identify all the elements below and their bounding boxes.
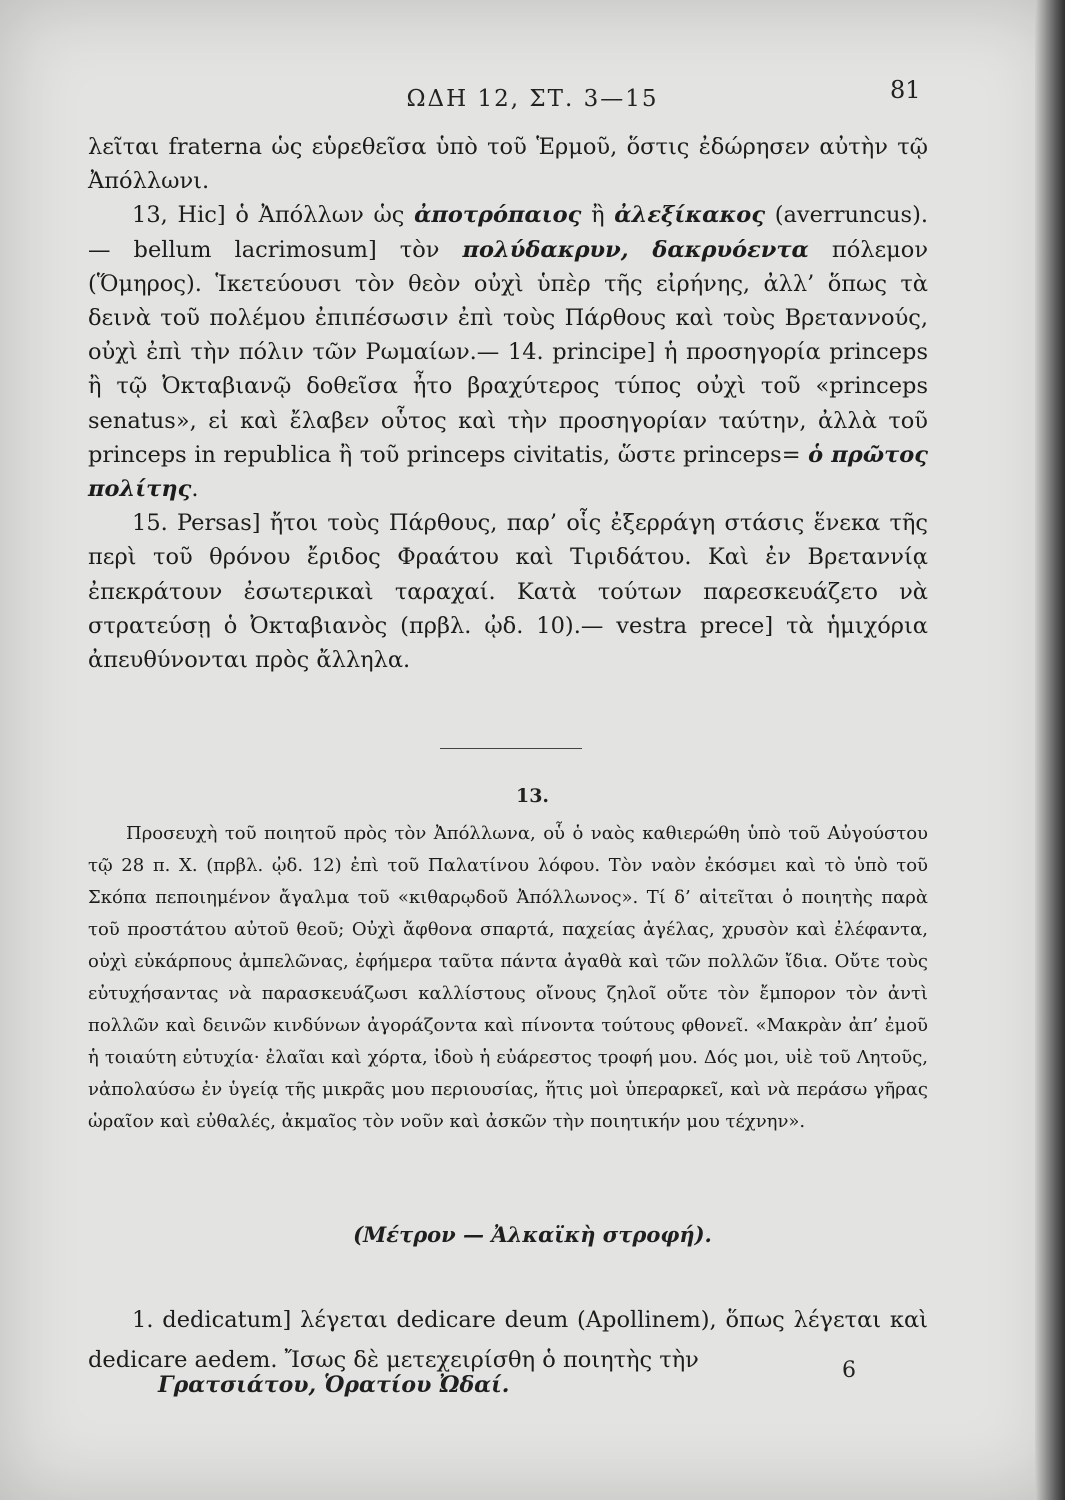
note-paragraph-3: [88, 506, 928, 677]
meter-heading: (Μέτρον — Ἀλκαϊκὴ στροφή).: [353, 1222, 712, 1247]
note-paragraph-2: [88, 198, 928, 506]
emphasized-term: πολύδακρυν, δακρυόεντα: [462, 236, 809, 263]
ode-introduction: [88, 818, 928, 1138]
line-note: [88, 1300, 928, 1380]
note-text: λεῖται fraterna ὡς εὑρεθεῖσα ὑπὸ τοῦ Ἑρμοῦ, ὅστις ἐδώρησεν αὐτὴν τῷ Ἀπόλλωνι.: [88, 134, 928, 195]
note-text: πόλεμον (Ὅμηρος). Ἱκετεύουσι τὸν θεὸν οὐχὶ ὑπὲρ τῆς εἰρήνης, ἀλλ’ ὅπως τὰ δεινὰ τοῦ πολέμου ἐπιπέσωσιν ἐπὶ τοὺς Πάρθους καὶ τοὺς Βρεταννούς, οὐχὶ ἐπὶ τὴν πόλιν τῶν Ρωμαίων.— 14. principe] ἡ προσηγορία princeps ἢ τῷ Ὀκταβιανῷ δοθεῖσα ἦτο βραχύτερος τύπος οὐχὶ τοῦ «princeps senatus», εἰ καὶ ἔλαβεν οὗτος καὶ τὴν προσηγορίαν ταύτην, ἀλλὰ τοῦ princeps in republica ἢ τοῦ princeps civitatis, ὥστε princeps=: [88, 236, 929, 468]
note-text: (averruncus).— bellum lacrimosum] τὸν: [88, 202, 928, 263]
book-title-footer: Γρατσιάτου, Ὁρατίου Ὠδαί.: [158, 1372, 510, 1398]
page-edge-shadow: [1035, 0, 1065, 1500]
note-text: 13, Hic] ὁ Ἀπόλλων ὡς: [132, 202, 415, 229]
page-number: 81: [890, 76, 921, 104]
emphasized-term: ὁ πρῶτος πολίτης: [88, 441, 928, 503]
emphasized-term: ἀποτρόπαιος: [414, 202, 582, 229]
note-text: .: [191, 476, 199, 503]
emphasized-term: ἀλεξίκακος: [614, 202, 766, 229]
section-divider: [440, 748, 582, 749]
intro-paragraph: Προσευχὴ τοῦ ποιητοῦ πρὸς τὸν Ἀπόλλωνα, οὗ ὁ ναὸς καθιερώθη ὑπὸ τοῦ Αὐγούστου τῷ 28 π. Χ. (πρβλ. ᾠδ. 12) ἐπὶ τοῦ Παλατίνου λόφου. Τὸν ναὸν ἐκόσμει καὶ τὸ ὑπὸ τοῦ Σκόπα πεποιημένον ἄγαλμα τοῦ «κιθαρῳδοῦ Ἀπόλλωνος». Τί δ’ αἰτεῖται ὁ ποιητὴς παρὰ τοῦ προστάτου αὐτοῦ θεοῦ; Οὐχὶ ἄφθονα σπαρτά, παχείας ἀγέλας, χρυσὸν καὶ ἐλέφαντα, οὐχὶ εὐκάρπους ἀμπελῶνας, ἐφήμερα ταῦτα πάντα ἀγαθὰ καὶ τῶν πολλῶν ἴδια. Οὔτε τοὺς εὐτυχήσαντας νὰ παρασκευάζωσι καλλίστους οἴνους ζηλοῖ οὔτε τὸν ἔμπορον τὸν ἀντὶ πολλῶν καὶ δεινῶν κινδύνων ἀγοράζοντα καὶ πίνοντα τούτους φθονεῖ. «Μακρὰν ἀπ’ ἐμοῦ ἡ τοιαύτη εὐτυχία· ἐλαῖαι καὶ χόρτα, ἰδοὺ ἡ εὐάρεστος τροφή μου. Δός μοι, υἱὲ τοῦ Λητοῦς, νἀπολαύσω ἐν ὑγείᾳ τῆς μικρᾶς μου περιουσίας, ἥτις μοὶ ὑπεραρκεῖ, καὶ νὰ περάσω γῆρας ὡραῖον καὶ εὐθαλές, ἀκμαῖος τὸν νοῦν καὶ ἀσκῶν τὴν ποιητικήν μου τέχνην».: [88, 823, 928, 1132]
note-text: ἢ: [581, 202, 615, 229]
running-head: ΩΔΗ 12, ΣΤ. 3—15: [406, 86, 659, 112]
signature-mark: 6: [842, 1358, 856, 1383]
section-number: 13.: [515, 785, 550, 807]
note-text: 15. Persas] ἤτοι τοὺς Πάρθους, παρ’ οἷς ἐξερράγη στάσις ἕνεκα τῆς περὶ τοῦ θρόνου ἔριδος Φραάτου καὶ Τιριδάτου. Καὶ ἐν Βρεταννίᾳ ἐπεκράτουν ἐσωτερικαὶ ταραχαί. Κατὰ τούτων παρεσκευάζετο νὰ στρατεύσῃ ὁ Ὀκταβιανὸς (πρβλ. ᾠδ. 10).— vestra prece] τὰ ἡμιχόρια ἀπευθύνονται πρὸς ἄλληλα.: [88, 510, 928, 674]
note-paragraph-1: [88, 130, 928, 198]
line-note-1: 1. dedicatum] λέγεται dedicare deum (Apollinem), ὅπως λέγεται καὶ dedicare aedem. Ἴσως δὲ μετεχειρίσθη ὁ ποιητὴς τὴν: [88, 1307, 928, 1373]
commentary-notes: [88, 130, 928, 677]
